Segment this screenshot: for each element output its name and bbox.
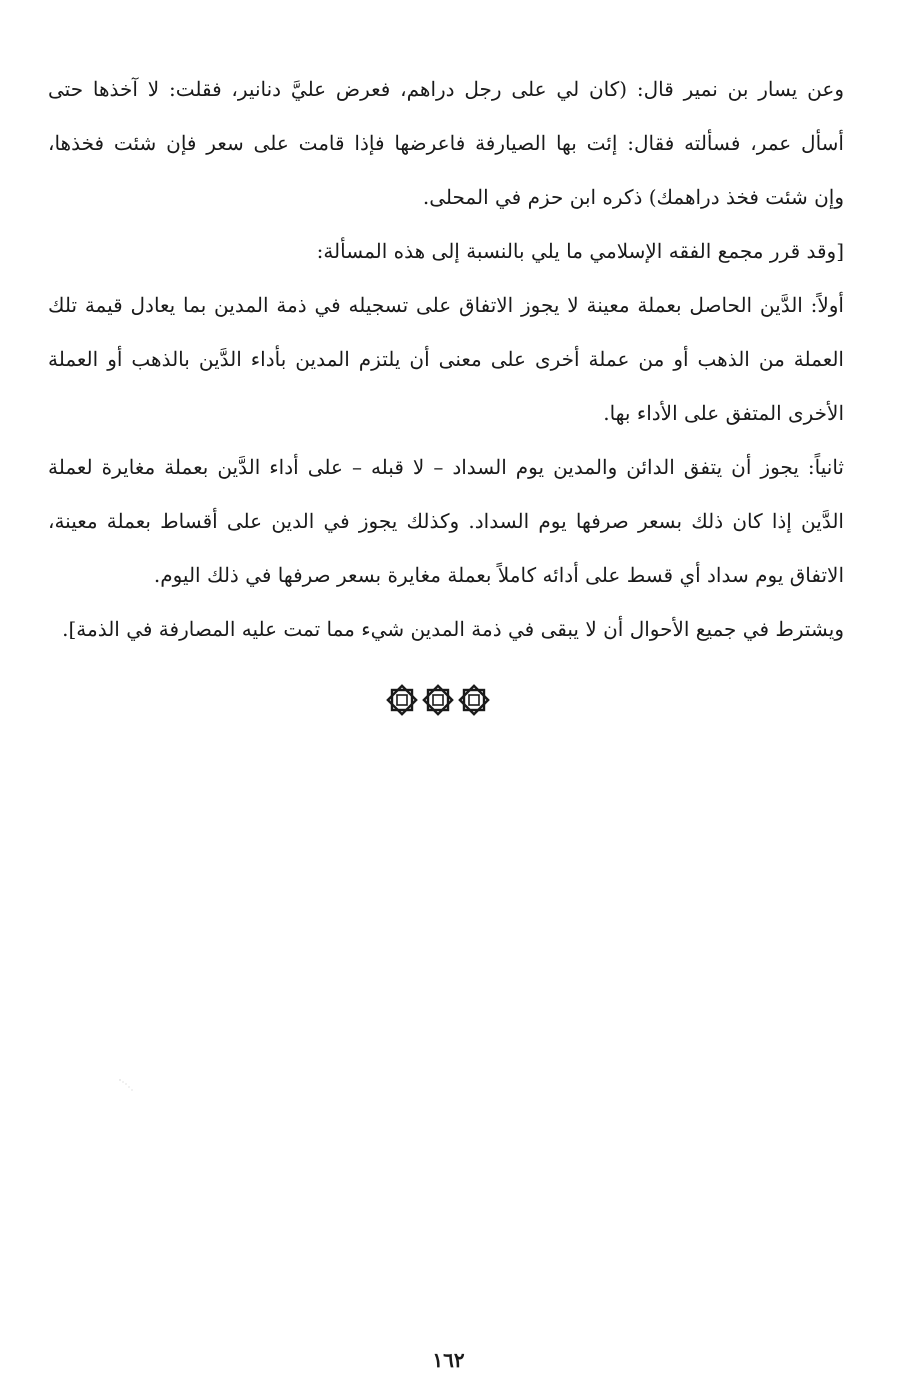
text-line: الاتفاق يوم سداد أي قسط على أدائه كاملاً بعملة مغايرة بسعر صرفها في ذلك اليوم. bbox=[153, 563, 844, 587]
scan-speck-mark bbox=[118, 1078, 136, 1096]
three-star-divider-icon bbox=[383, 680, 493, 720]
text-line: ويشترط في جميع الأحوال أن لا يبقى في ذمة المدين شيء مما تمت عليه المصارفة في الذمة]. bbox=[62, 617, 844, 641]
text-line: العملة من الذهب أو من عملة أخرى على معنى أن يلتزم المدين بأداء الدَّين بالذهب أو العملة bbox=[48, 347, 844, 371]
page-body-text bbox=[48, 62, 844, 656]
text-line: ثانياً: يجوز أن يتفق الدائن والمدين يوم السداد – لا قبله – على أداء الدَّين بعملة مغايرة لعملة bbox=[48, 455, 844, 479]
text-line: وعن يسار بن نمير قال: (كان لي على رجل دراهم، فعرض عليَّ دنانير، فقلت: لا آخذها حتى bbox=[48, 77, 844, 101]
text-line: الدَّين إذا كان ذلك بسعر صرفها يوم السداد. وكذلك يجوز في الدين على أقساط بعملة معينة، bbox=[48, 509, 844, 533]
text-line: أولاً: الدَّين الحاصل بعملة معينة لا يجوز الاتفاق على تسجيله في ذمة المدين بما يعادل قيمة تلك bbox=[48, 293, 844, 317]
text-line: [وقد قرر مجمع الفقه الإسلامي ما يلي بالنسبة إلى هذه المسألة: bbox=[316, 239, 844, 263]
text-line: وإن شئت فخذ دراهمك) ذكره ابن حزم في المحلى. bbox=[422, 185, 844, 209]
text-line: أسأل عمر، فسألته فقال: إئت بها الصيارفة فاعرضها فإذا قامت على سعر فإن شئت فخذها، bbox=[48, 131, 844, 155]
page-number: ١٦٢ bbox=[432, 1348, 465, 1372]
text-line: الأخرى المتفق على الأداء بها. bbox=[603, 401, 844, 425]
